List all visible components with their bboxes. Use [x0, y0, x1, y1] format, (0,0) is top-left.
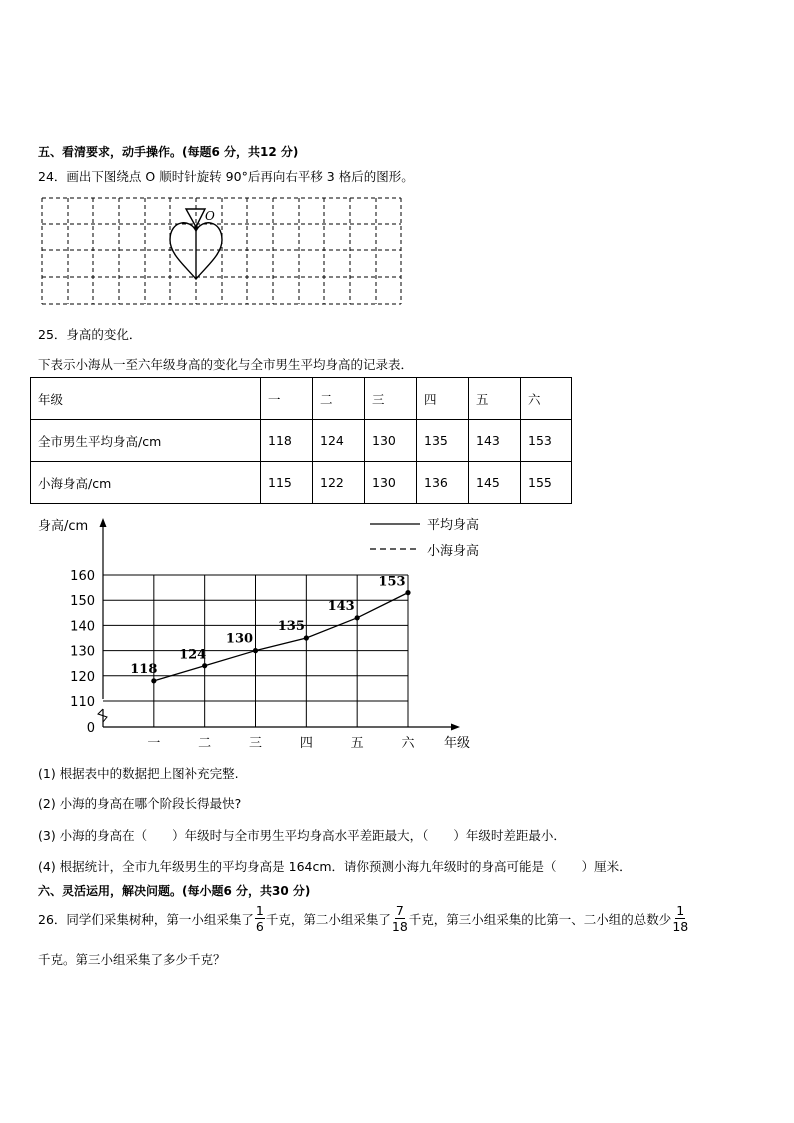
data-label: 135	[277, 619, 305, 634]
y-tick-label: 150	[70, 594, 95, 610]
table-row-label: 全市男生平均身高/cm	[31, 420, 261, 462]
legend-label-average: 平均身高	[427, 518, 480, 533]
q25-sub2: (2) 小海的身高在哪个阶段长得最快?	[38, 796, 242, 811]
x-tick-label: 五	[350, 736, 364, 751]
fraction-1-6: $\frac{1}{6}$	[255, 903, 264, 934]
question-24: 24．画出下图绕点 O 顺时针旋转 90°后再向右平移 3 格后的图形。	[38, 169, 414, 184]
data-label: 124	[179, 647, 207, 663]
data-label: 153	[378, 574, 406, 590]
q26-text-b: 千克，第二小组采集了	[265, 911, 391, 927]
y-tick-label: 140	[70, 619, 95, 635]
data-point	[405, 590, 410, 595]
q26-text-c: 千克，第三小组采集的比第一、二小组的总数少	[408, 911, 672, 927]
y-tick-label: 160	[70, 569, 95, 584]
question-25-intro: 下表示小海从一至六年级身高的变化与全市男生平均身高的记录表．	[38, 357, 414, 372]
data-label: 118	[130, 661, 158, 677]
q25-sub1: (1) 根据表中的数据把上图补充完整.	[38, 766, 239, 781]
x-tick-label: 二	[198, 736, 212, 751]
q25-sub4: (4) 根据统计，全市九年级男生的平均身高是 164cm．请你预测小海九年级时的身高可能是（ ）厘米．	[38, 859, 632, 874]
x-tick-label: 一	[147, 736, 161, 751]
table-cell: 118	[261, 420, 313, 462]
table-cell: 155	[521, 462, 572, 504]
question-26-line1	[38, 903, 689, 934]
section-6-heading: 六、灵活运用，解决问题。(每小题6 分，共30 分)	[38, 884, 311, 898]
legend-label-xiaohai: 小海身高	[427, 544, 480, 559]
table-header-cell: 年级	[31, 378, 261, 420]
data-point	[253, 648, 258, 653]
table-header-cell: 六	[521, 378, 572, 420]
x-tick-label: 六	[401, 736, 415, 751]
chart-y-label: 身高/cm	[38, 519, 89, 534]
table-header-cell: 四	[417, 378, 469, 420]
chart-x-label: 年级	[444, 736, 471, 751]
table-cell: 143	[469, 420, 521, 462]
x-tick-label: 四	[299, 736, 313, 751]
point-o-label: O	[205, 209, 215, 223]
data-point	[202, 663, 207, 668]
table-cell: 130	[365, 462, 417, 504]
table-cell: 136	[417, 462, 469, 504]
table-cell: 122	[313, 462, 365, 504]
table-cell: 145	[469, 462, 521, 504]
table-cell: 153	[521, 420, 572, 462]
fraction-7-18: $\frac{7}{18}$	[391, 903, 408, 934]
series-line-average	[154, 593, 408, 681]
table-cell: 135	[417, 420, 469, 462]
table-header-cell: 一	[261, 378, 313, 420]
table-row-label: 小海身高/cm	[31, 462, 261, 504]
table-cell: 130	[365, 420, 417, 462]
data-label: 130	[225, 631, 254, 647]
fraction-1-18: $\frac{1}{18}$	[672, 903, 689, 934]
table-cell: 115	[261, 462, 313, 504]
x-tick-label: 三	[248, 736, 263, 751]
question-26-line2: 千克。第三小组采集了多少千克？	[38, 952, 226, 967]
table-header-cell: 三	[365, 378, 417, 420]
table-header-cell: 二	[313, 378, 365, 420]
data-label: 143	[327, 598, 355, 614]
data-point	[304, 635, 309, 640]
y-tick-label: 130	[70, 644, 95, 660]
y-tick-label: 110	[70, 695, 95, 710]
section-5-heading: 五、看清要求，动手操作。(每题6 分，共12 分)	[38, 145, 299, 159]
data-point	[151, 678, 156, 683]
data-point	[355, 615, 360, 620]
q25-sub3: (3) 小海的身高在（ ）年级时与全市男生平均身高水平差距最大，（ ）年级时差距最小．	[38, 828, 566, 843]
y-tick-label: 120	[70, 669, 95, 685]
table-header-cell: 五	[469, 378, 521, 420]
y-axis-arrow	[100, 518, 107, 527]
q26-text-a: 26．同学们采集树种，第一小组采集了	[38, 911, 254, 927]
table-cell: 124	[313, 420, 365, 462]
y-tick-label: 0	[86, 721, 95, 736]
x-axis-arrow	[451, 724, 460, 731]
question-25-title: 25．身高的变化．	[38, 327, 142, 342]
